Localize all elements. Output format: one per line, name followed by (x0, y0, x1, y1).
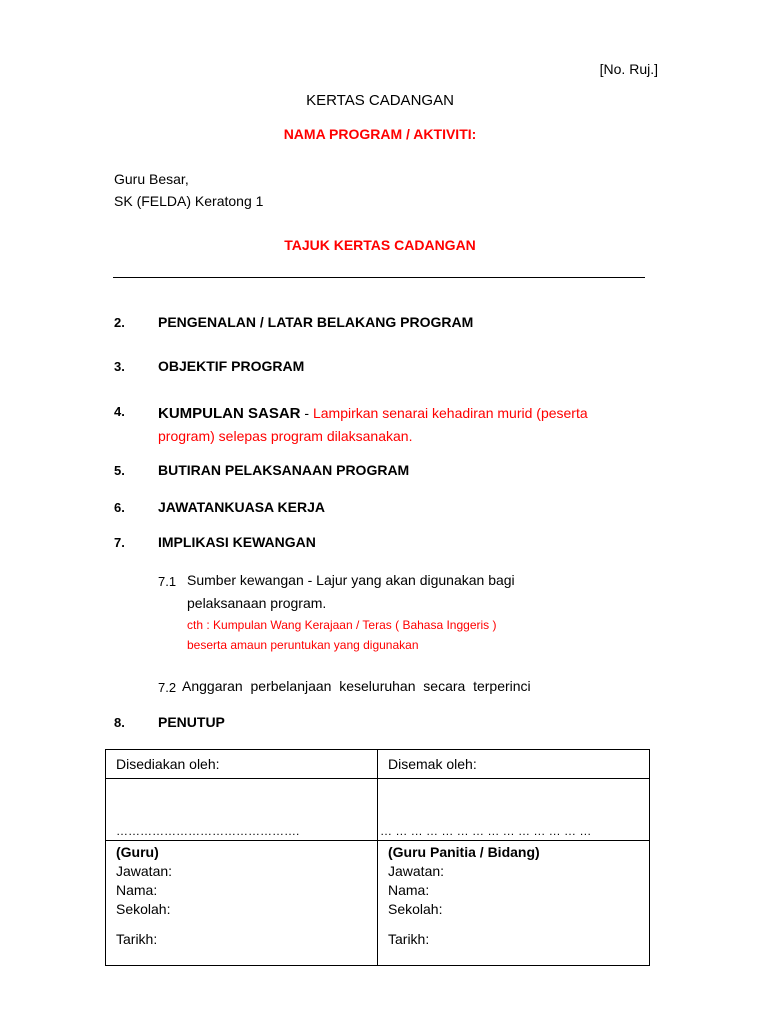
signature-table (105, 749, 650, 966)
prepared-by-jawatan: Jawatan: (116, 863, 173, 879)
checked-by-tarikh: Tarikh: (388, 931, 430, 947)
section-number-8: 8. (114, 715, 125, 730)
prepared-by-tarikh: Tarikh: (116, 931, 158, 947)
signature-table-info-row (106, 841, 650, 966)
document-title: KERTAS CADANGAN (306, 92, 454, 109)
subsection-7-2-text: Anggaran perbelanjaan keseluruhan secara terperinci (182, 678, 531, 694)
section-number-3: 3. (114, 359, 125, 374)
subsection-number-7-1: 7.1 (158, 574, 177, 589)
checked-by-info-cell (378, 841, 650, 966)
checked-by-signature-line: … … … … … … … … … … … … … … (380, 824, 592, 838)
checked-by-nama: Nama: (388, 882, 430, 898)
section-heading-7: IMPLIKASI KEWANGAN (158, 534, 316, 550)
checked-by-role: (Guru Panitia / Bidang) (388, 844, 540, 860)
section-heading-8: PENUTUP (158, 714, 225, 730)
section-heading-3: OBJEKTIF PROGRAM (158, 358, 305, 374)
spacer (116, 919, 367, 930)
checked-by-sekolah: Sekolah: (388, 901, 443, 917)
signature-table-header-row (106, 750, 650, 779)
program-name-label: NAMA PROGRAM / AKTIVITI: (283, 126, 477, 142)
checked-by-header: Disemak oleh: (378, 750, 650, 779)
prepared-by-signature-line: ………………………………………. (116, 824, 300, 838)
section-number-4: 4. (114, 404, 125, 419)
subsection-7-1-line-2: pelaksanaan program. (187, 595, 327, 611)
recipient-line-1: Guru Besar, (114, 171, 189, 187)
section-number-7: 7. (114, 535, 125, 550)
prepared-by-header: Disediakan oleh: (106, 750, 378, 779)
checked-by-signature-cell (378, 779, 650, 841)
section-heading-4-separator: - (300, 405, 313, 421)
section-number-2: 2. (114, 315, 125, 330)
section-heading-4 (158, 402, 638, 447)
subsection-7-1-line-1: Sumber kewangan - Lajur yang akan digunakan bagi (187, 572, 515, 588)
section-number-6: 6. (114, 500, 125, 515)
reference-number: [No. Ruj.] (599, 61, 658, 77)
section-heading-4-note: Lampirkan senarai kehadiran murid (peserta program) selepas program dilaksanakan. (158, 405, 588, 444)
prepared-by-signature-cell (106, 779, 378, 841)
spacer (388, 919, 639, 930)
section-heading-2: PENGENALAN / LATAR BELAKANG PROGRAM (158, 314, 474, 330)
recipient-block (114, 168, 263, 212)
prepared-by-sekolah: Sekolah: (116, 901, 171, 917)
section-number-5: 5. (114, 463, 125, 478)
section-heading-5: BUTIRAN PELAKSANAAN PROGRAM (158, 462, 410, 478)
proposal-title: TAJUK KERTAS CADANGAN (284, 237, 476, 253)
prepared-by-info-cell (106, 841, 378, 966)
checked-by-jawatan: Jawatan: (388, 863, 445, 879)
prepared-by-role: (Guru) (116, 844, 159, 860)
subsection-7-1-note-1: cth : Kumpulan Wang Kerajaan / Teras ( Bahasa Inggeris ) (187, 618, 497, 632)
horizontal-divider (113, 277, 645, 278)
recipient-line-2: SK (FELDA) Keratong 1 (114, 193, 264, 209)
section-heading-6: JAWATANKUASA KERJA (158, 499, 325, 515)
subsection-number-7-2: 7.2 (158, 680, 177, 695)
prepared-by-nama: Nama: (116, 882, 158, 898)
subsection-7-1-note-2: beserta amaun peruntukan yang digunakan (187, 638, 419, 652)
section-heading-4-title: KUMPULAN SASAR (158, 405, 301, 422)
signature-table-sign-row (106, 779, 650, 841)
